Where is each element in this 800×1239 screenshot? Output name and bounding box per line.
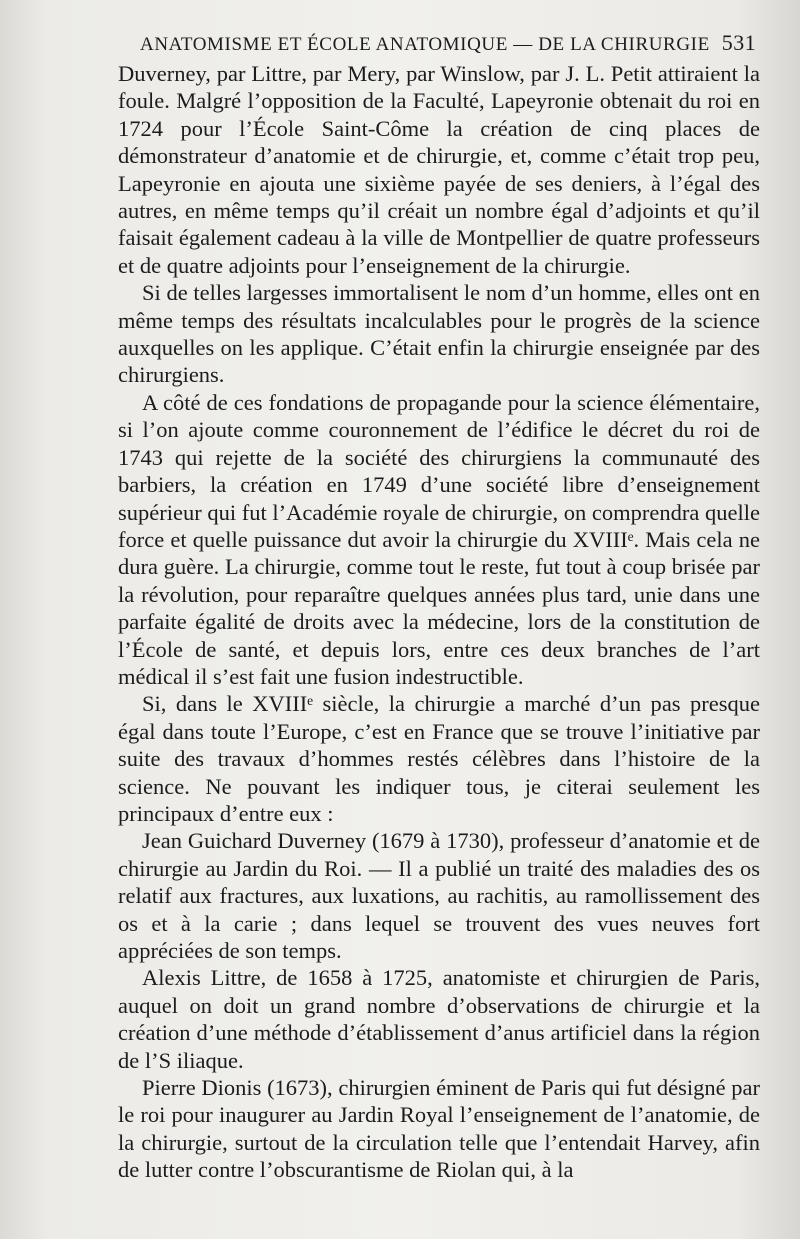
- running-head: [140, 30, 756, 56]
- paragraph: Si de telles largesses immortalisent le nom d’un homme, elles ont en même temps des résultats incalculables pour le progrès de la science auxquelles on les applique. C’était enfin la chirurgie enseignée par des chirurgiens.: [118, 280, 760, 388]
- paragraph: Duverney, par Littre, par Mery, par Winslow, par J. L. Petit attiraient la foule. Malgré l’opposition de la Faculté, Lapeyronie obtenait du roi en 1724 pour l’École Saint-Côme la création de cinq places de démonstrateur d’anatomie et de chirurgie, et, comme c’était trop peu, Lapeyronie en ajouta une sixième payée de ses deniers, à l’égal des autres, en même temps qu’il créait un nombre égal d’adjoints et qu’il faisait également cadeau à la ville de Montpellier de quatre professeurs et de quatre adjoints pour l’enseignement de la chirurgie.: [118, 61, 760, 278]
- paragraph: Jean Guichard Duverney (1679 à 1730), professeur d’anatomie et de chirurgie au Jardin du Roi. — Il a publié un traité des maladies des os relatif aux fractures, aux luxations, au rachitis, au ramollissement des os et à la carie ; dans lequel se trouvent des vues neuves fort appréciées de son temps.: [118, 828, 760, 963]
- running-head-title: ANATOMISME ET ÉCOLE ANATOMIQUE — DE LA CHIRURGIE: [140, 34, 710, 55]
- page-number: 531: [721, 30, 756, 55]
- paragraph: Alexis Littre, de 1658 à 1725, anatomiste et chirurgien de Paris, auquel on doit un grand nombre d’observations de chirurgie et la création d’une méthode d’établissement d’anus artificiel dans la région de l’S iliaque.: [118, 965, 760, 1073]
- body-text: [118, 60, 760, 1184]
- paragraph: Pierre Dionis (1673), chirurgien éminent de Paris qui fut désigné par le roi pour inaugurer au Jardin Royal l’enseignement de l’anatomie, de la chirurgie, surtout de la circulation telle que l’entendait Harvey, afin de lutter contre l’obscurantisme de Riolan qui, à la: [118, 1075, 760, 1183]
- paragraph: A côté de ces fondations de propagande pour la science élémentaire, si l’on ajoute comme couronnement de l’édifice le décret du roi de 1743 qui rejette de la société des chirurgiens la communauté des barbiers, la création en 1749 d’une société libre d’enseignement supérieur qui fut l’Académie royale de chirurgie, on comprendra quelle force et quelle puissance dut avoir la chirurgie du XVIIIᵉ. Mais cela ne dura guère. La chirurgie, comme tout le reste, fut tout à coup brisée par la révolution, pour reparaître quelques années plus tard, unie dans une parfaite égalité de droits avec la médecine, lors de la constitution de l’École de santé, et depuis lors, entre ces deux branches de l’art médical il s’est fait une fusion indestructible.: [118, 389, 760, 689]
- paragraph: Si, dans le XVIIIᵉ siècle, la chirurgie a marché d’un pas presque égal dans toute l’Europe, c’est en France que se trouve l’initiative par suite des travaux d’hommes restés célèbres dans l’histoire de la science. Ne pouvant les indiquer tous, je citerai seulement les principaux d’entre eux :: [118, 691, 760, 826]
